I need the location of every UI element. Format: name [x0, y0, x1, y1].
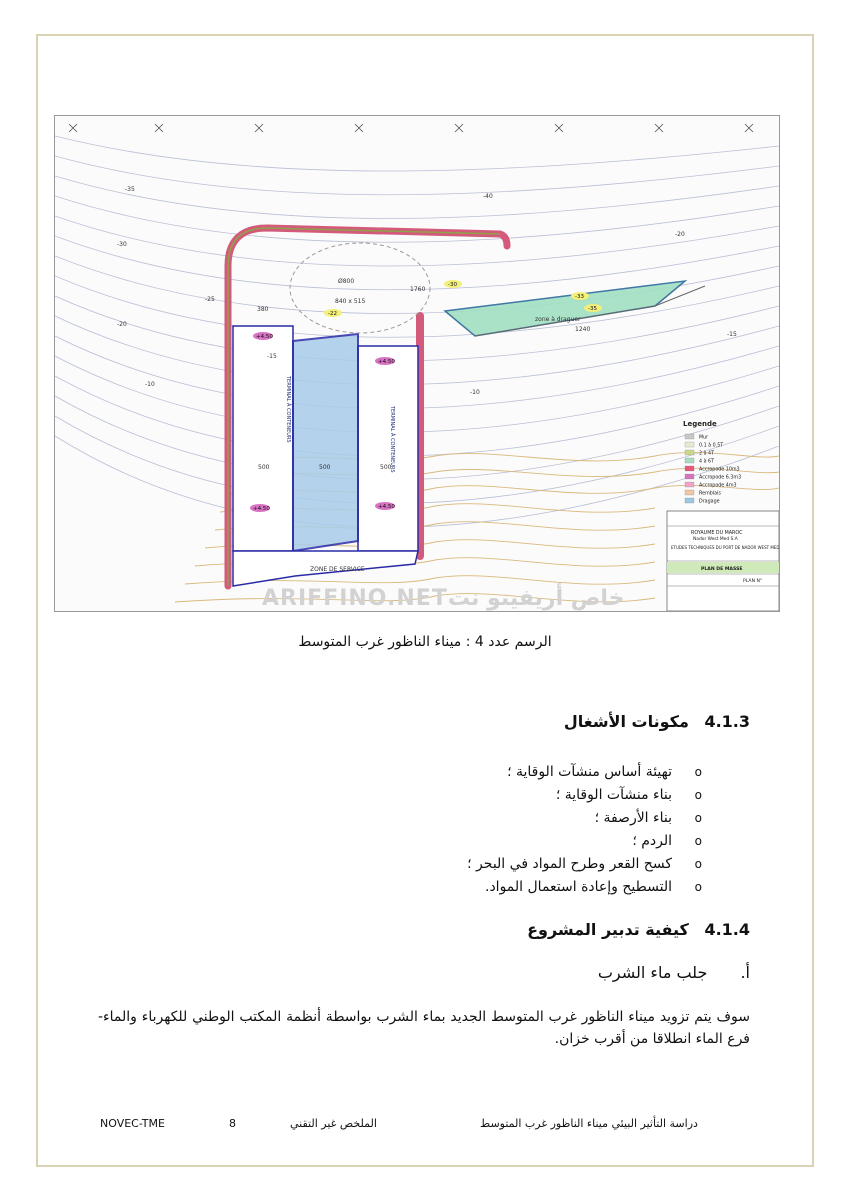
title-block-plan-number: PLAN N°: [743, 579, 763, 584]
elevation-badge: +4.50: [378, 504, 395, 510]
dimension-label: 1760: [410, 286, 426, 293]
terminal-label: TERMINAL À CONTENEURS: [285, 376, 291, 443]
legend: [683, 420, 741, 505]
footer-summary-label: الملخص غير التقني: [290, 1117, 377, 1130]
elevation-badge: +4.50: [256, 334, 273, 340]
title-block-client: Nador West Med S.A: [693, 537, 738, 542]
contour-label: -35: [125, 186, 135, 193]
title-block-project: ETUDES TECHNIQUES DU PORT DE NADOR WEST MED: [671, 545, 779, 550]
list-item: o كسح القعر وطرح المواد في البحر ؛: [467, 853, 672, 876]
legend-swatch: [685, 490, 694, 495]
title-block-country: ROYAUME DU MAROC: [691, 531, 743, 536]
section-heading-4-1-3: [564, 712, 750, 731]
figure-caption: الرسم عدد 4 : ميناء الناظور غرب المتوسط: [298, 634, 552, 650]
bullet-icon: o: [694, 834, 702, 848]
subsection-mark: أ.: [740, 963, 750, 982]
legend-label: Dragage: [699, 499, 720, 505]
dredged-basin: [293, 334, 358, 551]
section-title: مكونات الأشغال: [563, 712, 689, 731]
depth-badge: -35: [588, 306, 597, 312]
elevation-badge: +4.50: [253, 506, 270, 512]
dimension-label: 1240: [575, 326, 591, 333]
zone-label: zone à draguer: [535, 316, 581, 323]
footer-study-title: دراسة التأثير البيئي ميناء الناظور غرب المتوسط: [480, 1117, 698, 1130]
contour-label: -10: [145, 381, 155, 388]
title-block: [667, 511, 779, 611]
bullet-icon: o: [694, 880, 702, 894]
contour-label: -40: [483, 193, 493, 200]
section-title: كيفية تدبير المشروع: [527, 920, 689, 939]
body-paragraph: سوف يتم تزويد ميناء الناظور غرب المتوسط الجديد بماء الشرب بواسطة أنظمة المكتب الوطني للكهرباء والماء-فرع الماء انطلاقا من أقرب خزان.: [98, 1009, 750, 1047]
contour-label: -15: [267, 353, 277, 360]
section-heading-4-1-4: [527, 920, 750, 939]
contour-label: -20: [675, 231, 685, 238]
zone-label: ZONE DE SERVICE: [310, 566, 365, 573]
watermark: ARIFFINO.NETخاص أريفينو نت: [262, 586, 625, 611]
list-item: o تهيئة أساس منشآت الوقاية ؛: [467, 761, 672, 784]
port-plan-svg: [55, 116, 779, 611]
bullet-icon: o: [694, 788, 702, 802]
depth-badge: -33: [575, 294, 584, 300]
legend-swatch: [685, 482, 694, 487]
legend-label: 2 à 4T: [699, 451, 715, 457]
legend-title: Legende: [683, 420, 717, 428]
legend-swatch: [685, 458, 694, 463]
contour-label: -10: [470, 389, 480, 396]
footer-org: NOVEC-TME: [100, 1117, 165, 1130]
depth-badge: -30: [448, 282, 457, 288]
terminal-east: [358, 346, 418, 551]
dredge-zone: [445, 281, 685, 336]
works-list: [467, 761, 702, 899]
list-item: o التسطيح وإعادة استعمال المواد.: [467, 876, 672, 899]
dimension-label: 840 x 515: [335, 298, 366, 305]
legend-swatch: [685, 466, 694, 471]
footer-page-number: 8: [229, 1117, 236, 1130]
legend-swatch: [685, 434, 694, 439]
legend-label: Accropode 10m3: [699, 467, 740, 473]
list-item: o بناء منشآت الوقاية ؛: [467, 784, 672, 807]
dimension-label: 380: [257, 306, 269, 313]
contour-label: -30: [117, 241, 127, 248]
contour-label: -25: [205, 296, 215, 303]
legend-label: 4 à 6T: [699, 459, 715, 465]
legend-label: Mur: [699, 435, 709, 441]
bullet-icon: o: [694, 857, 702, 871]
bullet-icon: o: [694, 765, 702, 779]
terminal-label: TERMINAL À CONTENEURS: [389, 406, 395, 473]
list-item: o الردم ؛: [467, 830, 672, 853]
contour-label: -15: [727, 331, 737, 338]
subsection-title: جلب ماء الشرب: [597, 963, 708, 982]
legend-swatch: [685, 442, 694, 447]
list-item: o بناء الأرصفة ؛: [467, 807, 672, 830]
bullet-icon: o: [694, 811, 702, 825]
section-number: 4.1.3: [704, 712, 750, 731]
legend-label: Accropode 4m3: [699, 483, 737, 489]
port-plan-drawing: [54, 115, 780, 612]
legend-swatch: [685, 498, 694, 503]
legend-swatch: [685, 474, 694, 479]
dimension-label: 500: [380, 464, 392, 471]
dimension-label: 500: [258, 464, 270, 471]
legend-swatch: [685, 450, 694, 455]
terminal-west: [233, 326, 293, 551]
grid-crosses: [69, 124, 753, 132]
depth-badge: -22: [328, 311, 337, 317]
contour-label: -20: [117, 321, 127, 328]
dimension-label: 500: [319, 464, 331, 471]
legend-label: Remblais: [699, 491, 721, 497]
legend-label: Accropode 6.3m3: [699, 475, 742, 481]
title-block-plan-title: PLAN DE MASSE: [701, 567, 743, 572]
subsection-heading: [598, 963, 750, 982]
legend-label: 0.1 à 0.5T: [699, 443, 724, 449]
elevation-badge: +4.50: [378, 359, 395, 365]
section-number: 4.1.4: [704, 920, 750, 939]
dimension-label: Ø800: [338, 278, 355, 285]
turning-circle: [290, 243, 430, 333]
